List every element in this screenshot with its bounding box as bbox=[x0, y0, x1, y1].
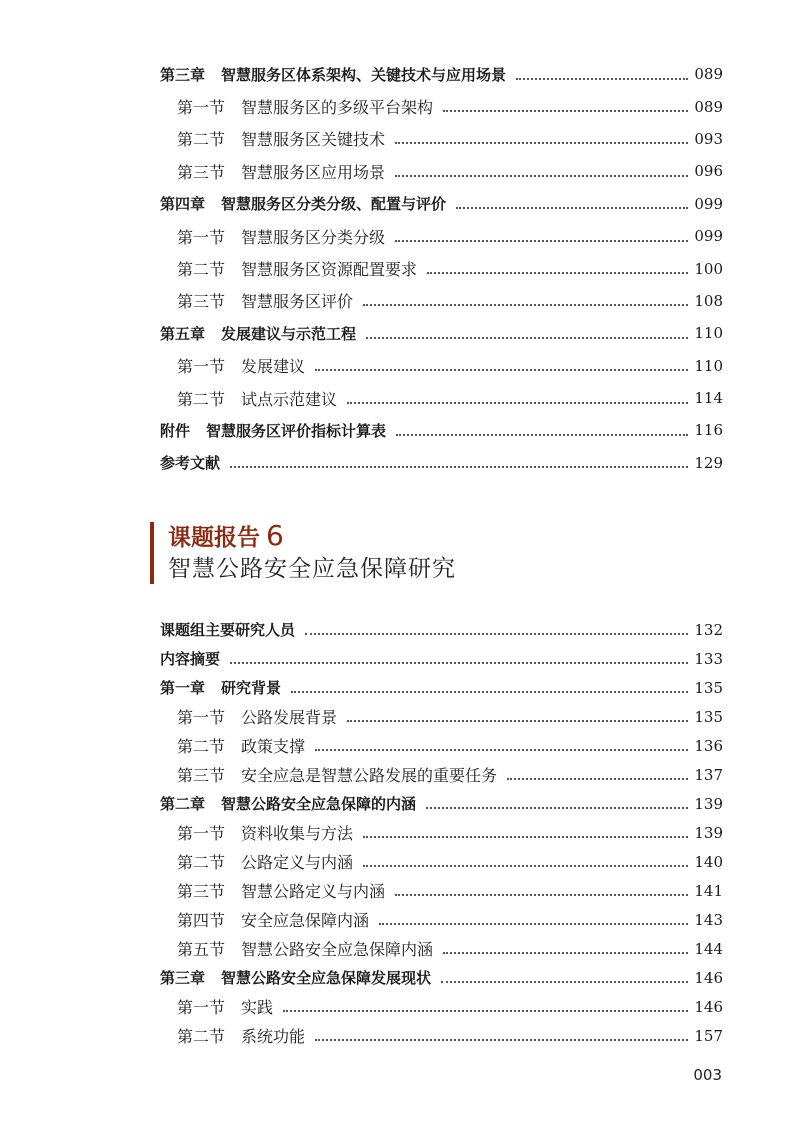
dot-leader bbox=[366, 336, 688, 339]
dot-leader bbox=[456, 206, 688, 209]
toc-entry-chapter[interactable] bbox=[160, 789, 723, 818]
dot-leader bbox=[230, 661, 688, 664]
toc-entry-title: 智慧服务区体系架构、关键技术与应用场景 bbox=[221, 65, 507, 84]
toc-entry-page: 099 bbox=[694, 227, 723, 246]
toc-entry-title: 系统功能 bbox=[241, 1027, 306, 1046]
toc-entry-label: 第二节 bbox=[177, 737, 226, 756]
toc-entry-page: 096 bbox=[694, 162, 723, 181]
dot-leader bbox=[305, 632, 688, 635]
toc-entry-page: 100 bbox=[694, 259, 723, 278]
toc-entry-page: 135 bbox=[694, 678, 723, 697]
toc-entry-page: 135 bbox=[694, 707, 723, 726]
toc-entry-page: 143 bbox=[694, 910, 723, 929]
toc-entry-page: 144 bbox=[694, 939, 723, 958]
dot-leader bbox=[395, 893, 688, 896]
toc-entry-label: 第二章 bbox=[160, 795, 206, 813]
dot-leader bbox=[315, 1038, 688, 1041]
toc-entry-label: 第一节 bbox=[177, 708, 226, 727]
toc-entry-page: 110 bbox=[694, 356, 723, 375]
toc-entry-section[interactable] bbox=[160, 252, 723, 284]
toc-entry-label: 第三节 bbox=[177, 882, 226, 901]
dot-leader bbox=[396, 433, 688, 436]
toc-entry-label: 第一节 bbox=[177, 357, 226, 377]
toc-entry-title: 发展建议与示范工程 bbox=[221, 324, 357, 343]
toc-entry-chapter[interactable] bbox=[160, 963, 723, 992]
dot-leader bbox=[427, 271, 688, 274]
toc-entry-chapter[interactable] bbox=[160, 188, 723, 220]
dot-leader bbox=[443, 951, 688, 954]
toc-entry-chapter[interactable] bbox=[160, 447, 723, 479]
toc-entry-section[interactable] bbox=[160, 382, 723, 414]
dot-leader bbox=[395, 141, 688, 144]
report-title: 智慧公路安全应急保障研究 bbox=[168, 556, 456, 582]
toc-entry-label: 第三节 bbox=[177, 292, 226, 312]
toc-entry-section[interactable] bbox=[160, 760, 723, 789]
toc-entry-page: 136 bbox=[694, 736, 723, 755]
dot-leader bbox=[516, 77, 688, 80]
toc-entry-section[interactable] bbox=[160, 818, 723, 847]
page-number: 003 bbox=[693, 1066, 722, 1084]
dot-leader bbox=[230, 465, 688, 468]
dot-leader bbox=[441, 980, 688, 983]
toc-entry-title: 智慧服务区关键技术 bbox=[241, 130, 386, 150]
toc-entry-page: 146 bbox=[694, 968, 723, 987]
toc-entry-title: 智慧公路定义与内涵 bbox=[241, 882, 386, 901]
toc-entry-page: 141 bbox=[694, 881, 723, 900]
toc-list-bottom bbox=[160, 615, 723, 1050]
toc-entry-label: 第三章 bbox=[160, 969, 206, 987]
dot-leader bbox=[347, 719, 688, 722]
dot-leader bbox=[363, 835, 688, 838]
toc-entry-chapter[interactable] bbox=[160, 317, 723, 349]
toc-entry-page: 146 bbox=[694, 997, 723, 1016]
toc-entry-title: 政策支撑 bbox=[241, 737, 306, 756]
toc-entry-label: 第三节 bbox=[177, 162, 226, 182]
toc-entry-title: 智慧服务区分类分级、配置与评价 bbox=[221, 195, 447, 214]
toc-entry-section[interactable] bbox=[160, 934, 723, 963]
dot-leader bbox=[315, 748, 688, 751]
toc-entry-label: 第四章 bbox=[160, 195, 206, 214]
toc-entry-section[interactable] bbox=[160, 905, 723, 934]
toc-entry-page: 129 bbox=[694, 453, 723, 472]
toc-entry-title: 智慧公路安全应急保障内涵 bbox=[241, 940, 434, 959]
toc-entry-page: 116 bbox=[694, 421, 723, 440]
toc-entry-page: 089 bbox=[694, 97, 723, 116]
toc-entry-label: 第二节 bbox=[177, 389, 226, 409]
toc-entry-label: 第一节 bbox=[177, 824, 226, 843]
toc-entry-title: 智慧服务区资源配置要求 bbox=[241, 260, 418, 280]
toc-entry-title: 安全应急保障内涵 bbox=[241, 911, 370, 930]
toc-entry-label: 附件 bbox=[160, 421, 191, 440]
toc-entry-page: 110 bbox=[694, 324, 723, 343]
toc-entry-section[interactable] bbox=[160, 123, 723, 155]
toc-list-top bbox=[160, 58, 723, 479]
toc-entry-page: 089 bbox=[694, 65, 723, 84]
toc-entry-label: 第一节 bbox=[177, 98, 226, 118]
toc-entry-section[interactable] bbox=[160, 285, 723, 317]
report-number: 6 bbox=[266, 519, 284, 552]
toc-entry-section[interactable] bbox=[160, 90, 723, 122]
toc-entry-page: 093 bbox=[694, 129, 723, 148]
dot-leader bbox=[395, 174, 688, 177]
toc-entry-page: 139 bbox=[694, 823, 723, 842]
toc-entry-title: 公路定义与内涵 bbox=[241, 853, 354, 872]
dot-leader bbox=[395, 239, 688, 242]
toc-entry-title: 安全应急是智慧公路发展的重要任务 bbox=[241, 766, 498, 785]
toc-entry-title: 智慧服务区评价 bbox=[241, 292, 354, 312]
toc-entry-label: 第二节 bbox=[177, 260, 226, 280]
report-label: 课题报告 6 bbox=[168, 519, 284, 552]
toc-entry-page: 157 bbox=[694, 1026, 723, 1045]
dot-leader bbox=[315, 368, 688, 371]
toc-entry-title: 发展建议 bbox=[241, 357, 306, 377]
toc-entry-chapter[interactable] bbox=[160, 615, 723, 644]
toc-entry-title: 智慧服务区分类分级 bbox=[241, 227, 386, 247]
toc-entry-page: 139 bbox=[694, 794, 723, 813]
toc-entry-title: 研究背景 bbox=[221, 679, 282, 697]
toc-entry-label: 第三节 bbox=[177, 766, 226, 785]
toc-entry-label: 第二节 bbox=[177, 130, 226, 150]
toc-entry-title: 课题组主要研究人员 bbox=[160, 621, 296, 639]
toc-entry-page: 137 bbox=[694, 765, 723, 784]
dot-leader bbox=[443, 109, 688, 112]
toc-entry-title: 智慧公路安全应急保障的内涵 bbox=[221, 795, 417, 813]
toc-entry-title: 资料收集与方法 bbox=[241, 824, 354, 843]
toc-entry-section[interactable] bbox=[160, 155, 723, 187]
toc-entry-title: 公路发展背景 bbox=[241, 708, 338, 727]
toc-entry-page: 099 bbox=[694, 194, 723, 213]
toc-entry-label: 第五章 bbox=[160, 324, 206, 343]
dot-leader bbox=[291, 690, 688, 693]
report-heading bbox=[150, 519, 456, 584]
toc-entry-chapter[interactable] bbox=[160, 414, 723, 446]
toc-entry-label: 第四节 bbox=[177, 911, 226, 930]
toc-entry-section[interactable] bbox=[160, 350, 723, 382]
dot-leader bbox=[507, 777, 688, 780]
toc-entry-label: 第三章 bbox=[160, 65, 206, 84]
toc-entry-label: 第一节 bbox=[177, 227, 226, 247]
toc-entry-section[interactable] bbox=[160, 702, 723, 731]
toc-entry-page: 132 bbox=[694, 620, 723, 639]
dot-leader bbox=[426, 806, 688, 809]
toc-entry-page: 114 bbox=[694, 389, 723, 408]
toc-entry-chapter[interactable] bbox=[160, 673, 723, 702]
dot-leader bbox=[363, 303, 688, 306]
toc-entry-label: 第一节 bbox=[177, 998, 226, 1017]
toc-entry-title: 实践 bbox=[241, 998, 274, 1017]
dot-leader bbox=[283, 1009, 688, 1012]
dot-leader bbox=[347, 401, 688, 404]
toc-entry-section[interactable] bbox=[160, 731, 723, 760]
toc-entry-label: 第一章 bbox=[160, 679, 206, 697]
toc-entry-title: 智慧服务区的多级平台架构 bbox=[241, 98, 434, 118]
toc-entry-section[interactable] bbox=[160, 220, 723, 252]
toc-entry-title: 参考文献 bbox=[160, 454, 221, 473]
toc-entry-label: 第五节 bbox=[177, 940, 226, 959]
dot-leader bbox=[379, 922, 688, 925]
toc-entry-label: 第二节 bbox=[177, 1027, 226, 1046]
toc-entry-chapter[interactable] bbox=[160, 644, 723, 673]
toc-entry-section[interactable] bbox=[160, 847, 723, 876]
toc-entry-chapter[interactable] bbox=[160, 58, 723, 90]
toc-entry-section[interactable] bbox=[160, 1021, 723, 1050]
dot-leader bbox=[363, 864, 688, 867]
toc-entry-title: 智慧服务区应用场景 bbox=[241, 162, 386, 182]
toc-entry-page: 108 bbox=[694, 291, 723, 310]
toc-entry-page: 133 bbox=[694, 649, 723, 668]
toc-entry-label: 第二节 bbox=[177, 853, 226, 872]
toc-entry-title: 智慧公路安全应急保障发展现状 bbox=[221, 969, 432, 987]
toc-entry-section[interactable] bbox=[160, 876, 723, 905]
toc-entry-page: 140 bbox=[694, 852, 723, 871]
toc-entry-title: 试点示范建议 bbox=[241, 389, 338, 409]
toc-entry-title: 智慧服务区评价指标计算表 bbox=[206, 421, 387, 440]
toc-entry-title: 内容摘要 bbox=[160, 650, 221, 668]
toc-entry-section[interactable] bbox=[160, 992, 723, 1021]
